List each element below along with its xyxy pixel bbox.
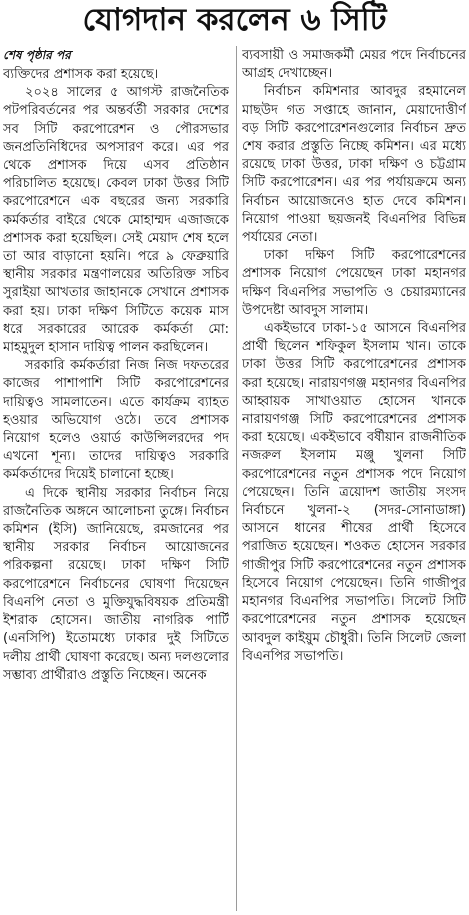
paragraph: নির্বাচন কমিশনার আবদুর রহমানেল মাছউদ গত সপ্তাহে জানান, মেয়াদোত্তীর্ণ বড় সিটি করপোরেশনগুলোর নির্বাচন দ্রুত শেষ করার প্রস্তুতি নিচ্ছে কমিশন। এর মধ্যে রয়েছে ঢাকা উত্তর, ঢাকা দক্ষিণ ও চট্টগ্রাম সিটি করপোরেশন। এর পর পর্যায়ক্রমে অন্য নির্বাচন আয়োজনেও হাত দেবে কমিশন। নিয়োগ পাওয়া ছয়জনই বিএনপির বিভিন্ন পর্যায়ের নেতা। xyxy=(242,84,466,246)
paragraph: ব্যক্তিদের প্রশাসক করা হয়েছে। xyxy=(3,67,159,82)
left-column xyxy=(3,47,229,915)
paragraph: একইভাবে ঢাকা-১৫ আসনে বিএনপির প্রার্থী ছিলেন শফিকুল ইসলাম খান। তাকে ঢাকা উত্তর সিটি করপোরেশনের প্রশাসক করা হয়েছে। নারায়ণগঞ্জ মহানগর বিএনপির আহ্বায়ক সাখাওয়াত হোসেন খানকে নারায়ণগঞ্জ সিটি করপোরেশনের প্রশাসক করা হয়েছে। একইভাবে বর্ষীয়ান রাজনীতিক নজরুল ইসলাম মঞ্জু খুলনা সিটি করপোরেশনের নতুন প্রশাসক পদে নিয়োগ পেয়েছেন। তিনি ত্রয়োদশ জাতীয় সংসদ নির্বাচনে খুলনা-২ (সদর-সোনাডাঙ্গা) আসনে ধানের শীষের প্রার্থী হিসেবে পরাজিত হয়েছেন। শওকত হোসেন সরকার গাজীপুর সিটি করপোরেশনের নতুন প্রশাসক হিসেবে নিয়োগ পেয়েছেন। তিনি গাজীপুর মহানগর বিএনপির সভাপতি। সিলেট সিটি করপোরেশনের নতুন প্রশাসক হয়েছেন আবদুল কাইয়ুম চৌধুরী। তিনি সিলেট জেলা বিএনপির সভাপতি। xyxy=(242,321,466,664)
right-column xyxy=(242,47,466,915)
paragraph: ব্যবসায়ী ও সমাজকর্মী মেয়র পদে নির্বাচনের আগ্রহ দেখাচ্ছেন। xyxy=(242,48,466,82)
continued-from-label: শেষ পৃষ্ঠার পর xyxy=(3,48,71,62)
headline: যোগদান করলেন ৬ সিটি xyxy=(82,2,387,38)
paragraph: এ দিকে স্থানীয় সরকার নির্বাচন নিয়ে রাজনৈতিক অঙ্গনে আলোচনা তুঙ্গে। নির্বাচন কমিশন (ইসি) জানিয়েছে, রমজানের পর স্থানীয় সরকার নির্বাচন আয়োজনের পরিকল্পনা রয়েছে। ঢাকা দক্ষিণ সিটি করপোরেশনে নির্বাচনের ঘোষণা দিয়েছেন বিএনপি নেতা ও মুক্তিযুদ্ধবিষয়ক প্রতিমন্ত্রী ইশরাক হোসেন। জাতীয় নাগরিক পার্টি (এনসিপি) ইতোমধ্যে ঢাকার দুই সিটিতে দলীয় প্রার্থী ঘোষণা করেছে। অন্য দলগুলোর সম্ভাব্য প্রার্থীরাও প্রস্তুতি নিচ্ছেন। অনেক xyxy=(3,485,229,683)
paragraph: সরকারি কর্মকর্তারা নিজ নিজ দফতরের কাজের পাশাপাশি সিটি করপোরেশনের দায়িত্বও সামলাতেন। এতে কার্যক্রম ব্যাহত হওয়ার অভিযোগ ওঠে। তবে প্রশাসক নিয়োগ হলেও ওয়ার্ড কাউন্সিলরদের পদ এখনো শূন্য। তাদের দায়িত্বও সরকারি কর্মকর্তাদের দিয়েই চালানো হচ্ছে। xyxy=(3,358,229,483)
paragraph: ঢাকা দক্ষিণ সিটি করপোরেশনের প্রশাসক নিয়োগ পেয়েছেন ঢাকা মহানগর দক্ষিণ বিএনপির সভাপতি ও চেয়ারম্যানের উপদেষ্টা আবদুস সালাম। xyxy=(242,248,466,318)
paragraph: ২০২৪ সালের ৫ আগস্ট রাজনৈতিক পটপরিবর্তনের পর অন্তর্বর্তী সরকার দেশের সব সিটি করপোরেশন ও পৌরসভার জনপ্রতিনিধিদের অপসারণ করে। এর পর থেকে প্রশাসক দিয়ে এসব প্রতিষ্ঠান পরিচালিত হয়েছে। কেবল ঢাকা উত্তর সিটি করপোরেশনে এক বছরের জন্য সরকারি কর্মকর্তার বাইরে থেকে মোহাম্মদ এজাজকে প্রশাসক করা হয়েছিল। সেই মেয়াদ শেষ হলে তা আর বাড়ানো হয়নি। পরে ৯ ফেব্রুয়ারি স্থানীয় সরকার মন্ত্রণালয়ের অতিরিক্ত সচিব সুরাইয়া আখতার জাহানকে সেখানে প্রশাসক করা হয়। ঢাকা দক্ষিণ সিটিতে কয়েক মাস ধরে সরকারের আরেক কর্মকর্তা মো: মাহমুদুল হাসান দায়িত্ব পালন করছিলেন। xyxy=(3,85,229,356)
column-divider xyxy=(236,46,237,911)
